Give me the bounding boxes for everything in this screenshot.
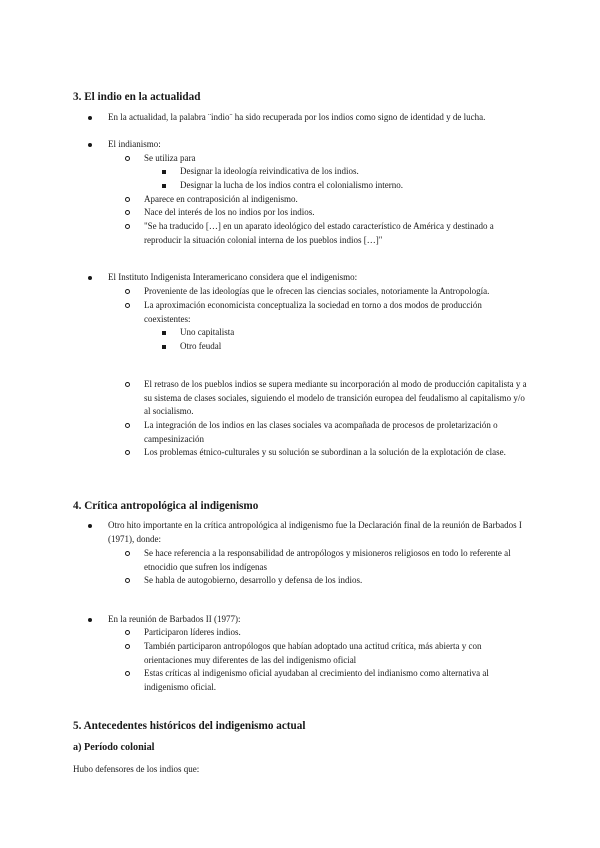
section-3-heading: 3. El indio en la actualidad	[73, 91, 201, 103]
list-item: También participaron antropólogos que habían adoptado una actitud crítica, más abierta y con orientaciones muy diferentes de las del indigenismo oficial	[144, 640, 528, 667]
bullet-icon	[88, 143, 92, 147]
circle-bullet-icon	[125, 210, 130, 215]
list-item: Estas críticas al indigenismo oficial ayudaban al crecimiento del indianismo como alternativa al indigenismo oficial.	[144, 667, 528, 694]
list-item: Se utiliza para	[144, 152, 528, 166]
circle-bullet-icon	[125, 197, 130, 202]
list-item: Proveniente de las ideologías que le ofrecen las ciencias sociales, notoriamente la Antropología.	[144, 285, 528, 299]
list-item: Otro feudal	[180, 340, 520, 354]
list-item: Se hace referencia a la responsabilidad de antropólogos y misioneros religiosos en todo lo referente al etnocidio que sufren los indígenas	[144, 547, 528, 574]
square-bullet-icon	[162, 331, 166, 335]
square-bullet-icon	[162, 170, 166, 174]
square-bullet-icon	[162, 184, 166, 188]
list-item: Se habla de autogobierno, desarrollo y defensa de los indios.	[144, 574, 528, 588]
list-item: Otro hito importante en la crítica antropológica al indigenismo fue la Declaración final de la reunión de Barbados I (1971), donde:	[108, 519, 526, 546]
bullet-icon	[88, 276, 92, 280]
section-4-heading: 4. Crítica antropológica al indigenismo	[73, 500, 259, 512]
paragraph: Hubo defensores de los indios que:	[73, 764, 200, 774]
circle-bullet-icon	[125, 578, 130, 583]
list-item: El retraso de los pueblos indios se supera mediante su incorporación al modo de producción capitalista y a su sistema de clases sociales, siguiendo el modelo de transición europea del feudalismo al capitalismo y/o al socialismo.	[144, 378, 528, 419]
circle-bullet-icon	[125, 630, 130, 635]
list-item: Designar la ideología reivindicativa de los indios.	[180, 165, 520, 179]
bullet-icon	[88, 116, 92, 120]
circle-bullet-icon	[125, 551, 130, 556]
list-item: "Se ha traducido […] en un aparato ideológico del estado característico de América y destinado a reproducir la situación colonial interna de los pueblos indios […]"	[144, 220, 528, 247]
circle-bullet-icon	[125, 644, 130, 649]
bullet-icon	[88, 524, 92, 528]
circle-bullet-icon	[125, 450, 130, 455]
circle-bullet-icon	[125, 224, 130, 229]
list-item: El Instituto Indigenista Interamericano considera que el indigenismo:	[108, 271, 526, 285]
list-item: Uno capitalista	[180, 326, 520, 340]
circle-bullet-icon	[125, 289, 130, 294]
circle-bullet-icon	[125, 671, 130, 676]
section-5-heading: 5. Antecedentes históricos del indigenismo actual	[73, 720, 306, 732]
list-item: Aparece en contraposición al indigenismo.	[144, 193, 528, 207]
list-item: La aproximación economicista conceptualiza la sociedad en torno a dos modos de producción coexistentes:	[144, 299, 528, 326]
circle-bullet-icon	[125, 423, 130, 428]
circle-bullet-icon	[125, 156, 130, 161]
circle-bullet-icon	[125, 382, 130, 387]
list-item: La integración de los indios en las clases sociales va acompañada de procesos de proletarización o campesinización	[144, 419, 528, 446]
list-item: En la actualidad, la palabra ¨indio¨ ha sido recuperada por los indios como signo de identidad y de lucha.	[108, 111, 526, 125]
list-item: Participaron líderes indios.	[144, 626, 528, 640]
list-item: En la reunión de Barbados II (1977):	[108, 613, 526, 627]
list-item: Los problemas étnico-culturales y su solución se subordinan a la solución de la explotación de clase.	[144, 446, 528, 460]
square-bullet-icon	[162, 345, 166, 349]
section-5-subheading: a) Período colonial	[73, 742, 155, 753]
circle-bullet-icon	[125, 303, 130, 308]
list-item: Nace del interés de los no indios por los indios.	[144, 206, 528, 220]
list-item: Designar la lucha de los indios contra el colonialismo interno.	[180, 179, 520, 193]
list-item: El indianismo:	[108, 138, 526, 152]
bullet-icon	[88, 618, 92, 622]
